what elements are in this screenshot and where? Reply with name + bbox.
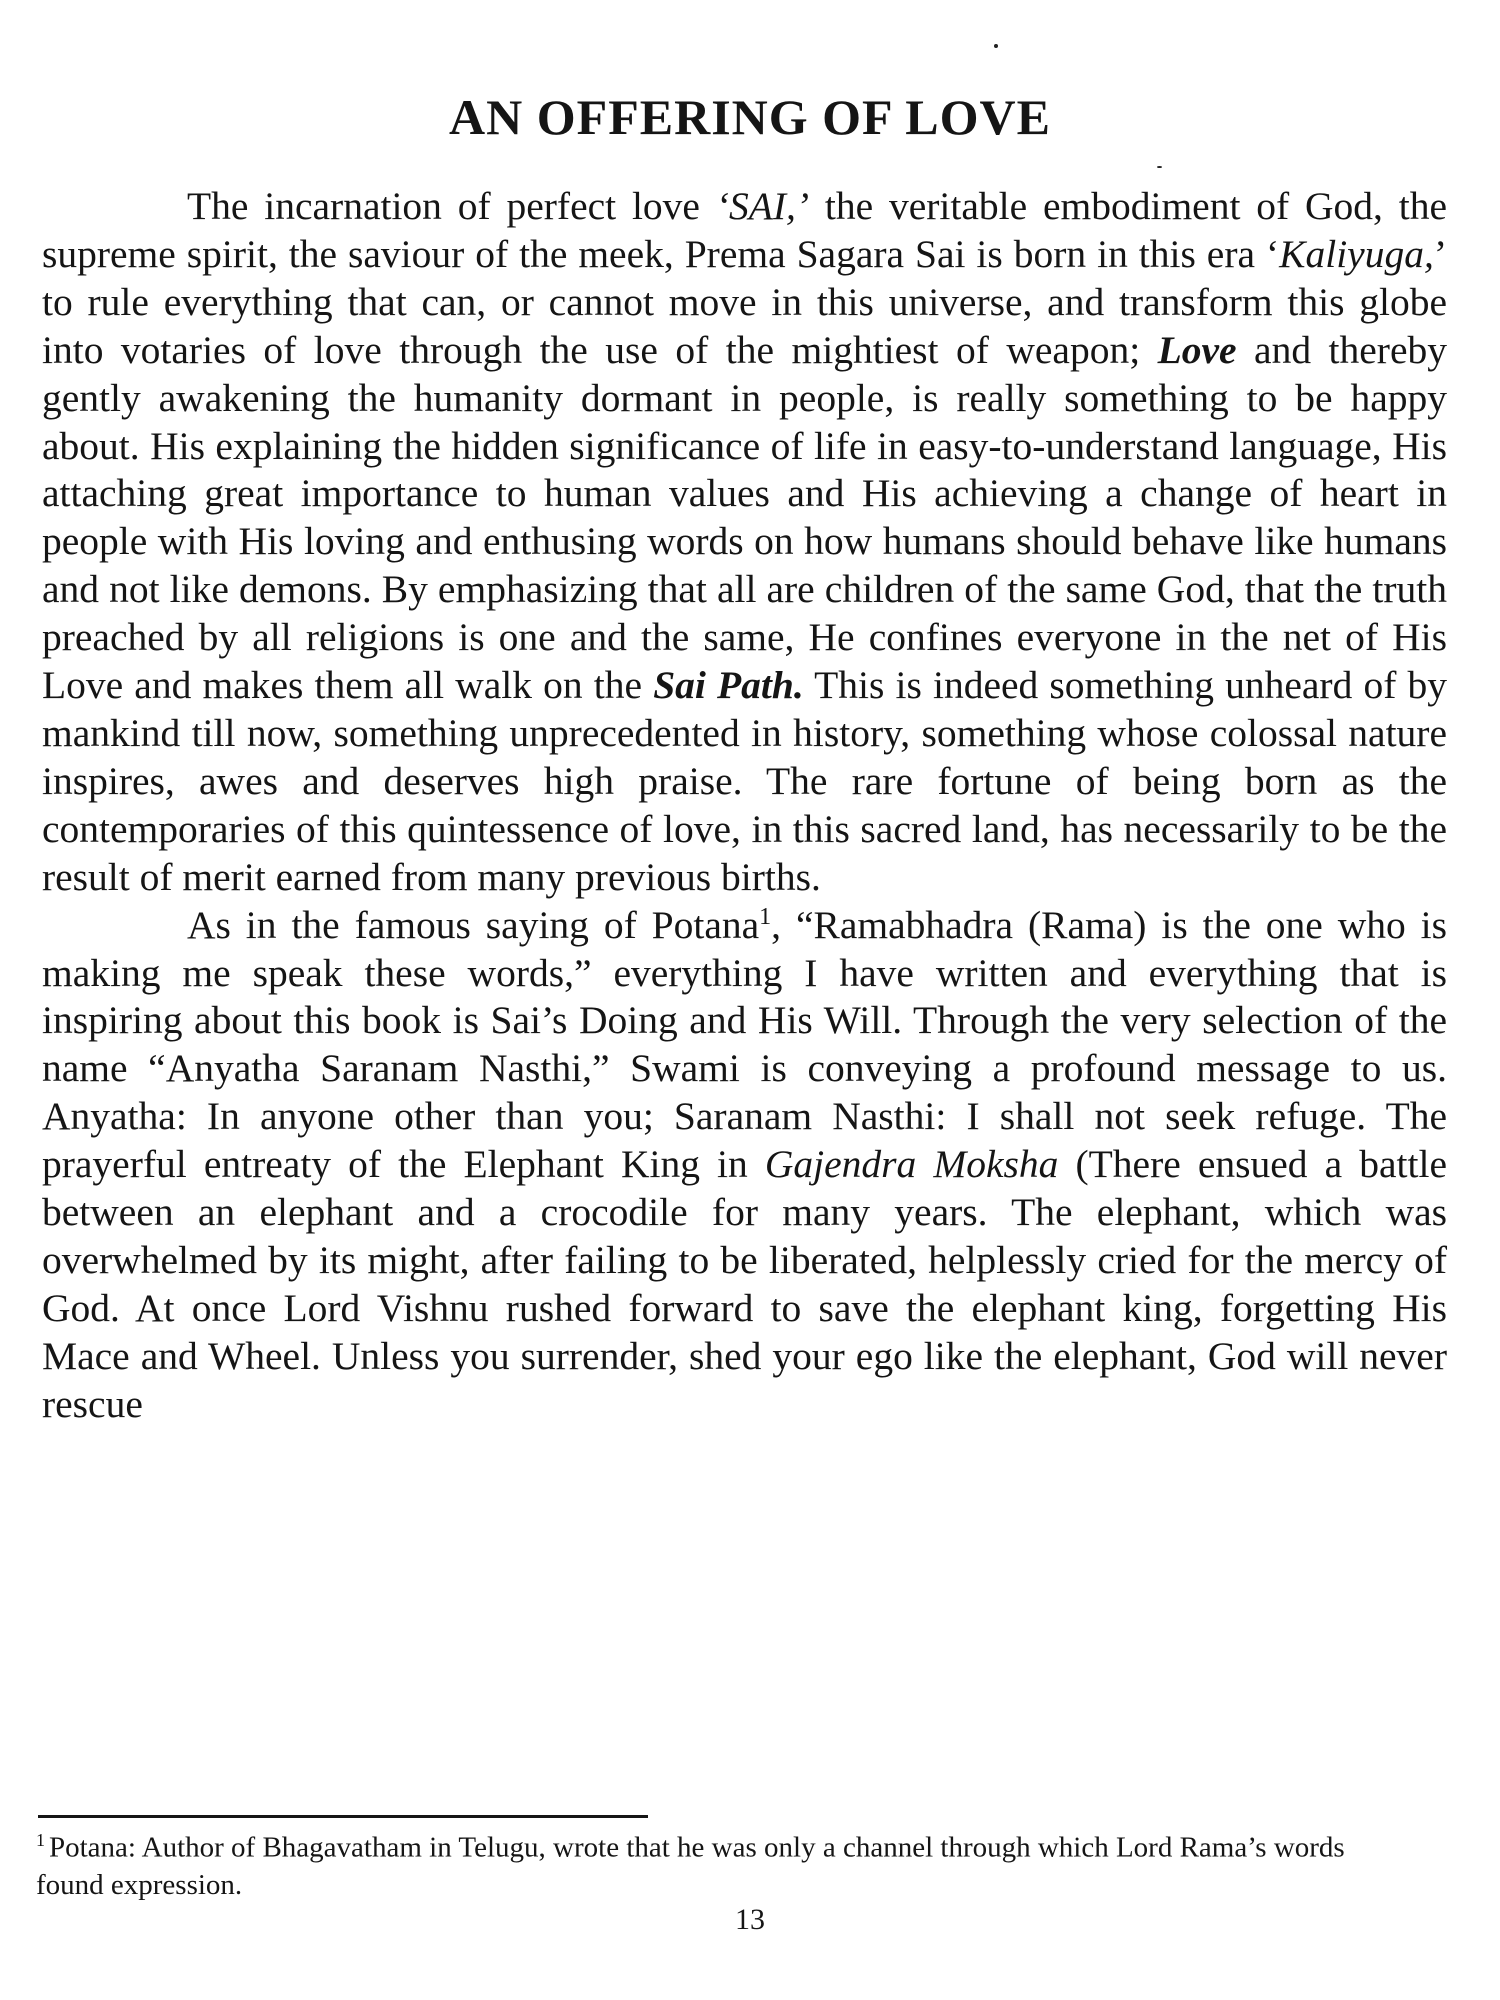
text-segment: (There ensued a battle between an elephant and a crocodile for many years. The elephant, which was overwhelmed by its might, after failing to be liberated, helplessly cried for the mercy of God. At once Lord Vishnu rushed forward to save the elephant king, forgetting His Mace and Wheel. Unless you surrender, shed your ego like the elephant, God will never rescue (42, 1142, 1447, 1426)
text-segment: The incarnation of perfect love (187, 184, 716, 228)
text-segment: , “Ramabhadra (Rama) is the one who is making me speak these words,” everything I have written and everything that is inspiring about this book is Sai’s Doing and His Will. Through the very selection of the name “Anyatha Saranam Nasthi,” Swami is conveying a profound message to us. Anyatha: In anyone other than you; Saranam Nasthi: I shall not seek refuge. The prayerful entreaty of the Elephant King in (42, 902, 1447, 1187)
body-text (42, 183, 1447, 1429)
print-speck (1157, 166, 1162, 168)
text-segment: ’ to rule everything that can, or cannot move in this universe, and transform this globe into votaries of love through the use of the mightiest of weapon; (42, 231, 1447, 372)
text-segment: As in the famous saying of Potana (187, 902, 760, 947)
text-segment: the veritable embodiment of God, the supreme spirit, the saviour of the meek, Prema Sagara Sai is born in this era ‘ (42, 184, 1448, 276)
page-title: AN OFFERING OF LOVE (449, 89, 1051, 145)
text-segment: Love (1157, 327, 1237, 372)
text-segment: Gajendra Moksha (764, 1142, 1059, 1187)
footnote (36, 1822, 1416, 1904)
footnote-reference: 1 (759, 903, 772, 930)
page-number: 13 (735, 1903, 765, 1936)
footnote-divider (38, 1815, 648, 1818)
paragraph (42, 183, 1447, 902)
print-speck (994, 44, 998, 48)
text-segment: Sai Path. (653, 663, 804, 708)
text-segment: and thereby gently awakening the humanity dormant in people, is really something to be happy about. His explaining the hidden significance of life in easy-to-understand language, His attaching great importance to human values and His achieving a change of heart in people with His loving and enthusing words on how humans should behave like humans and not like demons. By emphasizing that all are children of the same God, that the truth preached by all religions is one and the same, He confines everyone in the net of His Love and makes them all walk on the (42, 327, 1447, 708)
footnote-marker: 1 (36, 1830, 45, 1850)
footnote-text: Potana: Author of Bhagavatham in Telugu, wrote that he was only a channel through which Lord Rama’s words found expression. (36, 1831, 1345, 1901)
text-segment: Kaliyuga, (1279, 231, 1434, 276)
text-segment: ‘SAI,’ (715, 184, 810, 228)
text-segment: This is indeed something unheard of by mankind till now, something unprecedented in history, something whose colossal nature inspires, awes and deserves high praise. The rare fortune of being born as the contemporaries of this quintessence of love, in this sacred land, has necessarily to be the result of merit earned from many previous births. (42, 663, 1448, 899)
paragraph (42, 902, 1447, 1429)
